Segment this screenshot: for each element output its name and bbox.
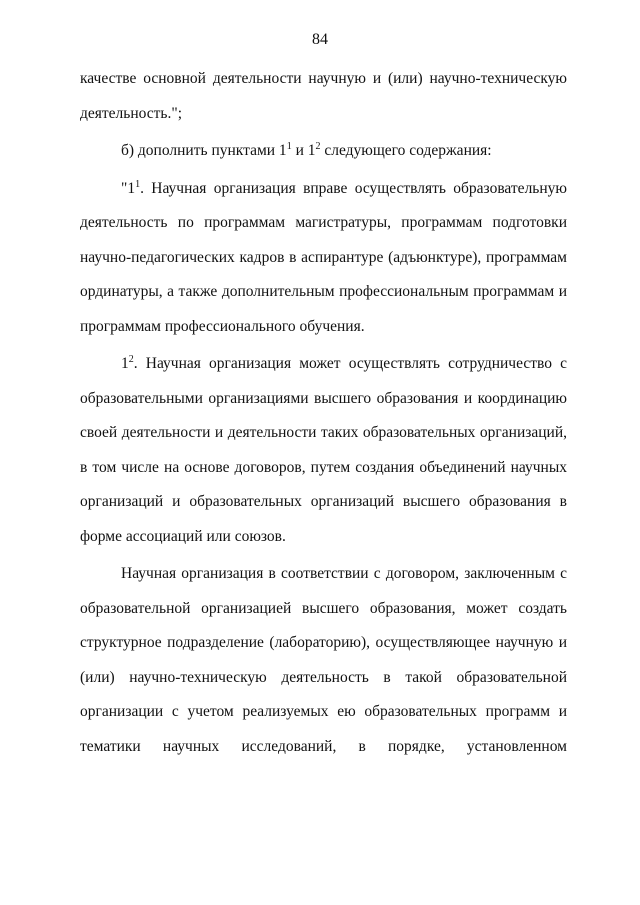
- amendment-b-text-mid: и 1: [291, 142, 316, 159]
- paragraph-structural-unit: Научная организация в соответствии с договором, заключенным с образовательной организацией высшего образования, может создать структурное подразделение (лабораторию), осуществляющее научную и (или) научно-техническую деятельность в такой образовательной организации с учетом реализуемых ею образовательных программ и тематики научных исследований, в порядке, установленном: [80, 565, 567, 755]
- point-1-1-superscript: 1: [135, 178, 141, 190]
- page-number: 84: [312, 31, 328, 48]
- point-1-2-number: 1: [121, 355, 129, 372]
- paragraph-point-1-2: [80, 347, 567, 554]
- point-1-1-number: "1: [121, 179, 136, 197]
- paragraph-point-1-1: [80, 172, 567, 345]
- superscript-1: 1: [286, 141, 292, 152]
- paragraph-amendment-b: [80, 134, 567, 169]
- superscript-2: 2: [315, 141, 321, 152]
- paragraph-continuation: качестве основной деятельности научную и (или) научно-техническую деятельность.";: [80, 70, 567, 122]
- point-1-1-text: . Научная организация вправе осуществлять образовательную деятельность по программам магистратуры, программам подготовки научно-педагогических кадров в аспирантуре (адъюнктуре), программам ординатуры, а также дополнительным профессиональным программам и программам профессионального обучения.: [80, 179, 567, 335]
- point-1-2-text: . Научная организация может осуществлять сотрудничество с образовательными организациями высшего образования и координацию своей деятельности и деятельности таких образовательных организаций, в том числе на основе договоров, путем создания объединений научных организаций и образовательных организаций высшего образования в форме ассоциаций или союзов.: [80, 355, 567, 545]
- amendment-b-text-end: следующего содержания:: [320, 142, 492, 159]
- document-body: [80, 62, 567, 764]
- point-1-2-superscript: 2: [128, 354, 134, 365]
- amendment-b-text-start: б) дополнить пунктами 1: [121, 142, 287, 159]
